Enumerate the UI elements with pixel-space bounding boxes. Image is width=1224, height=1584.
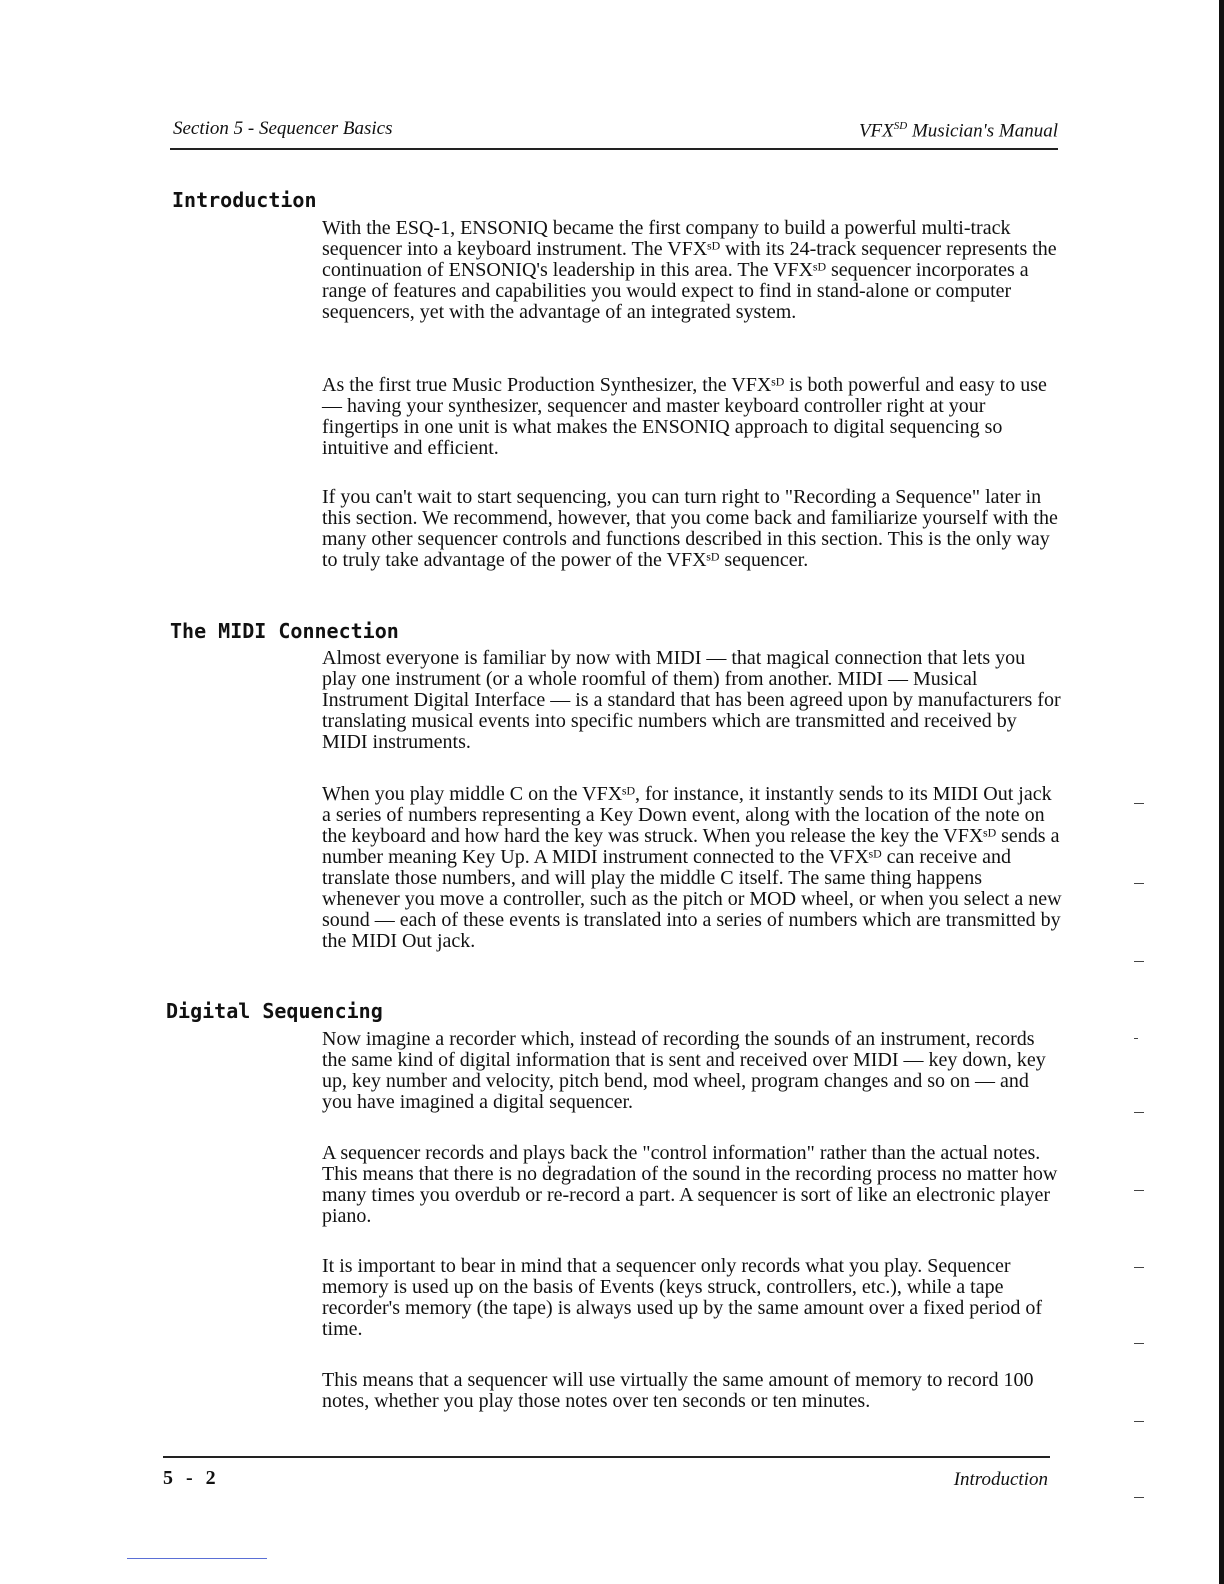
paragraph: A sequencer records and plays back the "control information" rather than the actual notes. This means that there is no degradation of the sound in the recording process no matter how many times you overdub or re-record a part. A sequencer is sort of like an electronic player piano. xyxy=(322,1142,1058,1227)
paragraph: With the ESQ-1, ENSONIQ became the first company to build a powerful multi-track sequencer into a keyboard instrument. The VFXˢᴰ with its 24-track sequencer represents the continuation of ENSONIQ's leadership in this area. The VFXˢᴰ sequencer incorporates a range of features and capabilities you would expect to find in stand-alone or computer sequencers, yet with the advantage of an integrated system. xyxy=(322,217,1057,323)
heading-introduction: Introduction xyxy=(172,188,317,212)
manual-title-prefix: VFX xyxy=(858,120,894,142)
margin-tick xyxy=(1134,1343,1144,1344)
paragraph: Now imagine a recorder which, instead of recording the sounds of an instrument, records the same kind of digital information that is sent and received over MIDI — key down, key up, key number and velocity, pitch bend, mod wheel, program changes and so on — and you have imagined a digital sequencer. xyxy=(322,1028,1046,1113)
margin-tick xyxy=(1134,803,1144,804)
margin-tick xyxy=(1134,1497,1144,1498)
paragraph: It is important to bear in mind that a sequencer only records what you play. Sequencer memory is used up on the basis of Events (keys struck, controllers, etc.), while a tape recorder's memory (the tape) is always used up by the same amount over a fixed period of time. xyxy=(322,1255,1043,1340)
margin-tick xyxy=(1134,1267,1144,1268)
header-section-title: Section 5 - Sequencer Basics xyxy=(173,118,393,139)
header-rule xyxy=(170,148,1058,150)
margin-tick xyxy=(1134,1190,1144,1191)
scan-binding-edge xyxy=(1219,0,1224,1584)
footer-page-number: 5 - 2 xyxy=(163,1467,220,1489)
margin-tick xyxy=(1134,1038,1138,1039)
paragraph: Almost everyone is familiar by now with MIDI — that magical connection that lets you play one instrument (or a whole roomful of them) from another. MIDI — Musical Instrument Digital Interface — is a standard that has been agreed upon by manufacturers for translating musical events into specific numbers which are transmitted and received by MIDI instruments. xyxy=(322,647,1061,753)
footer-rule xyxy=(163,1456,1050,1458)
heading-midi-connection: The MIDI Connection xyxy=(170,619,399,643)
footer-section-name: Introduction xyxy=(953,1469,1048,1490)
header-manual-title xyxy=(859,120,1058,142)
heading-digital-sequencing: Digital Sequencing xyxy=(166,999,383,1023)
manual-title-suffix: Musician's Manual xyxy=(907,120,1058,142)
manual-title-superscript: SD xyxy=(893,120,908,132)
paragraph: As the first true Music Production Synthesizer, the VFXˢᴰ is both powerful and easy to use — having your synthesizer, sequencer and master keyboard controller right at your fingertips in one unit is what makes the ENSONIQ approach to digital sequencing so intuitive and efficient. xyxy=(322,374,1047,459)
paragraph: If you can't wait to start sequencing, you can turn right to "Recording a Sequence" later in this section. We recommend, however, that you come back and familiarize yourself with the many other sequencer controls and functions described in this section. This is the only way to truly take advantage of the power of the VFXˢᴰ sequencer. xyxy=(322,486,1058,571)
margin-tick xyxy=(1134,961,1144,962)
margin-tick xyxy=(1134,883,1144,884)
paragraph: This means that a sequencer will use virtually the same amount of memory to record 100 notes, whether you play those notes over ten seconds or ten minutes. xyxy=(322,1369,1034,1412)
scan-artifact-line xyxy=(127,1558,267,1559)
margin-tick xyxy=(1134,1421,1144,1422)
margin-tick xyxy=(1134,1112,1144,1113)
paragraph: When you play middle C on the VFXˢᴰ, for instance, it instantly sends to its MIDI Out jack a series of numbers representing a Key Down event, along with the location of the note on the keyboard and how hard the key was struck. When you release the key the VFXˢᴰ sends a number meaning Key Up. A MIDI instrument connected to the VFXˢᴰ can receive and translate those numbers, and will play the middle C itself. The same thing happens whenever you move a controller, such as the pitch or MOD wheel, or when you select a new sound — each of these events is translated into a series of numbers which are transmitted by the MIDI Out jack. xyxy=(322,783,1062,952)
